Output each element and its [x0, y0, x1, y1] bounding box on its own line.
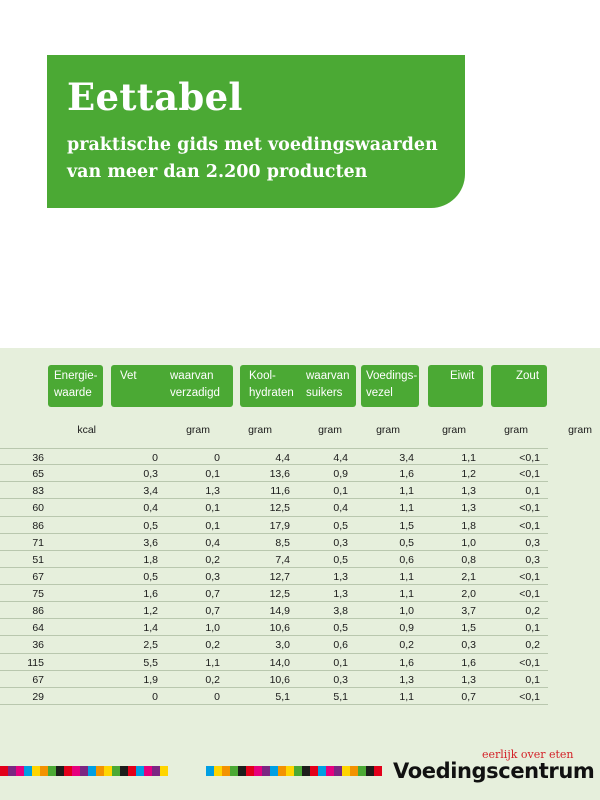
table-cell: 1,3 — [461, 502, 476, 515]
subtitle-line-2: van meer dan 2.200 producten — [67, 162, 368, 182]
title-banner — [47, 55, 465, 208]
color-strip-block — [80, 766, 88, 776]
table-cell: 29 — [32, 690, 44, 703]
table-cell: 0,2 — [525, 605, 540, 618]
table-cell: 0,2 — [205, 553, 220, 566]
table-row — [0, 517, 548, 534]
unit-eiwit: gram — [504, 424, 528, 436]
table-cell: 0,1 — [525, 485, 540, 498]
column-label-koolhydraten: Kool- hydraten — [249, 370, 294, 399]
table-row — [0, 534, 548, 551]
table-cell: 0,1 — [205, 502, 220, 515]
color-strip-block — [104, 766, 112, 776]
table-row — [0, 482, 548, 499]
color-strip-block — [254, 766, 262, 776]
color-strip-block — [230, 766, 238, 776]
column-header-koolhydraten — [240, 365, 356, 407]
table-cell: 0,5 — [143, 570, 158, 583]
table-cell: 1,1 — [399, 588, 414, 600]
table-row — [0, 585, 548, 602]
page-title: Eettabel — [67, 75, 243, 119]
table-cell: 67 — [32, 673, 44, 686]
table-cell: 1,2 — [143, 605, 158, 618]
table-cell: 0,2 — [399, 639, 414, 652]
brand-logo: Voedingscentrum — [393, 759, 595, 783]
table-cell: 1,4 — [143, 622, 158, 635]
table-cell: 1,6 — [461, 656, 476, 669]
table-cell: 67 — [32, 570, 44, 583]
table-cell: 86 — [32, 519, 44, 532]
table-cell: 0,7 — [205, 605, 220, 618]
table-cell: 0,3 — [143, 468, 158, 481]
table-row — [0, 499, 548, 516]
table-row — [0, 602, 548, 619]
color-strip-block — [0, 766, 8, 776]
color-strip-block — [152, 766, 160, 776]
table-row — [0, 619, 548, 636]
table-cell: 115 — [27, 656, 44, 669]
table-row — [0, 568, 548, 585]
color-strip-block — [262, 766, 270, 776]
color-strip-block — [16, 766, 24, 776]
table-cell: 1,5 — [399, 519, 414, 532]
table-cell: 14,0 — [269, 656, 290, 669]
table-cell: 11,6 — [270, 485, 290, 498]
table-cell: 0,5 — [333, 622, 348, 635]
color-strip-block — [40, 766, 48, 776]
table-cell: 1,5 — [461, 622, 476, 635]
table-cell: 1,0 — [461, 536, 476, 549]
subtitle-line-1: praktische gids met voedingswaarden — [67, 135, 438, 155]
table-cell: 2,5 — [143, 639, 158, 652]
table-cell: 0,3 — [525, 553, 540, 566]
color-strip-block — [96, 766, 104, 776]
color-strip-block — [206, 766, 214, 776]
color-strip-block — [278, 766, 286, 776]
table-cell: 0,3 — [333, 673, 348, 686]
table-cell: 1,1 — [461, 452, 476, 464]
table-cell: 1,1 — [399, 570, 414, 583]
table-cell: 12,5 — [269, 588, 290, 600]
color-strip-block — [270, 766, 278, 776]
table-cell: 3,0 — [275, 639, 290, 652]
table-cell: 10,6 — [269, 622, 290, 635]
color-strip-block — [32, 766, 40, 776]
color-strip-block — [350, 766, 358, 776]
table-cell: 60 — [32, 502, 44, 515]
table-cell: 0,3 — [461, 639, 476, 652]
table-cell: 0,1 — [525, 673, 540, 686]
table-cell: 5,5 — [143, 656, 158, 669]
table-cell: 12,5 — [269, 502, 290, 515]
table-cell: 0,1 — [525, 622, 540, 635]
column-label-vezel: Voedings- vezel — [366, 370, 418, 399]
table-cell: 1,3 — [333, 588, 348, 600]
table-cell: 1,9 — [143, 673, 158, 686]
table-cell: 8,5 — [275, 536, 290, 549]
table-cell: 0,2 — [525, 639, 540, 652]
table-cell: 10,6 — [269, 673, 290, 686]
table-cell: 12,7 — [269, 570, 290, 583]
table-cell: 5,1 — [275, 690, 290, 703]
table-cell: 0,5 — [333, 519, 348, 532]
column-header-zout — [491, 365, 547, 407]
table-cell: 0,1 — [333, 656, 348, 669]
table-cell: <0,1 — [519, 519, 540, 532]
column-header-eiwit — [428, 365, 483, 407]
table-cell: <0,1 — [519, 588, 540, 600]
color-strip-block — [246, 766, 254, 776]
color-strip-block — [128, 766, 136, 776]
table-cell: 3,4 — [399, 452, 414, 464]
column-label-verzadigd: waarvan verzadigd — [170, 370, 220, 399]
table-cell: 86 — [32, 605, 44, 618]
color-strip-block — [8, 766, 16, 776]
table-cell: 1,0 — [399, 605, 414, 618]
table-row — [0, 448, 548, 465]
table-row — [0, 671, 548, 688]
color-strip-block — [72, 766, 80, 776]
table-row — [0, 688, 548, 705]
table-cell: 0,9 — [333, 468, 348, 481]
table-cell: 1,6 — [143, 588, 158, 600]
table-cell: 0 — [152, 452, 158, 464]
table-cell: 1,3 — [399, 673, 414, 686]
table-cell: 1,2 — [461, 468, 476, 481]
table-cell: 0,3 — [333, 536, 348, 549]
table-cell: <0,1 — [519, 502, 540, 515]
unit-suikers: gram — [376, 424, 400, 436]
table-cell: 2,0 — [461, 588, 476, 600]
table-cell: 1,8 — [461, 519, 476, 532]
color-strip-block — [64, 766, 72, 776]
color-strip-block — [214, 766, 222, 776]
column-label-suikers: waarvan suikers — [306, 370, 350, 399]
table-cell: 0,3 — [525, 536, 540, 549]
column-header-vezel — [361, 365, 419, 407]
table-row — [0, 465, 548, 482]
color-strip-block — [374, 766, 382, 776]
table-cell: <0,1 — [519, 570, 540, 583]
color-strip-block — [120, 766, 128, 776]
table-cell: 1,3 — [461, 485, 476, 498]
table-row — [0, 654, 548, 671]
table-cell: 0,6 — [399, 553, 414, 566]
column-label-energie: Energie- waarde — [54, 370, 98, 399]
column-label-vet: Vet — [120, 370, 137, 382]
table-cell: 65 — [32, 468, 44, 481]
color-strip-block — [112, 766, 120, 776]
unit-koolhydraten: gram — [318, 424, 342, 436]
column-header-energie — [48, 365, 103, 407]
color-strip-right — [206, 766, 382, 776]
unit-vezel: gram — [442, 424, 466, 436]
color-strip-block — [326, 766, 334, 776]
table-cell: 71 — [32, 536, 44, 549]
table-cell: 4,4 — [333, 452, 348, 464]
table-cell: 1,1 — [399, 485, 414, 498]
table-cell: 0,1 — [205, 468, 220, 481]
table-cell: 3,7 — [461, 605, 476, 618]
color-strip-left — [0, 766, 168, 776]
color-strip-block — [222, 766, 230, 776]
color-strip-block — [294, 766, 302, 776]
table-cell: 0,5 — [143, 519, 158, 532]
table-cell: 83 — [32, 485, 44, 498]
table-cell: 3,8 — [333, 605, 348, 618]
color-strip-block — [334, 766, 342, 776]
table-cell: 0,5 — [333, 553, 348, 566]
table-cell: 0,1 — [333, 485, 348, 498]
table-cell: 1,8 — [143, 553, 158, 566]
table-cell: 0,1 — [205, 519, 220, 532]
unit-energie: kcal — [77, 424, 96, 436]
table-cell: 64 — [32, 622, 44, 635]
table-cell: 0,8 — [461, 553, 476, 566]
page-subtitle — [67, 132, 465, 186]
table-cell: 36 — [32, 452, 44, 464]
table-cell: 0,4 — [205, 536, 220, 549]
table-cell: <0,1 — [519, 656, 540, 669]
unit-zout: gram — [568, 424, 592, 436]
color-strip-block — [318, 766, 326, 776]
table-cell: 0,4 — [333, 502, 348, 515]
table-cell: <0,1 — [519, 690, 540, 703]
table-cell: 5,1 — [333, 690, 348, 703]
color-strip-block — [310, 766, 318, 776]
table-cell: 14,9 — [269, 605, 290, 618]
color-strip-block — [56, 766, 64, 776]
table-row — [0, 551, 548, 568]
table-cell: 1,3 — [461, 673, 476, 686]
table-cell: 0,7 — [205, 588, 220, 600]
color-strip-block — [302, 766, 310, 776]
table-cell: 17,9 — [269, 519, 290, 532]
color-strip-block — [144, 766, 152, 776]
color-strip-block — [286, 766, 294, 776]
table-cell: 0,3 — [205, 570, 220, 583]
brand-tagline: eerlijk over eten — [482, 748, 574, 761]
table-cell: 1,1 — [399, 502, 414, 515]
color-strip-block — [238, 766, 246, 776]
nutrition-table — [0, 448, 548, 705]
table-cell: 1,3 — [205, 485, 220, 498]
table-cell: 0,2 — [205, 639, 220, 652]
color-strip-block — [342, 766, 350, 776]
table-cell: 3,6 — [143, 536, 158, 549]
table-cell: <0,1 — [519, 452, 540, 464]
column-label-zout: Zout — [516, 370, 540, 382]
column-label-eiwit: Eiwit — [450, 370, 475, 382]
unit-verzadigd: gram — [248, 424, 272, 436]
table-cell: 0,9 — [399, 622, 414, 635]
table-cell: 0 — [214, 452, 220, 464]
table-cell: 0 — [214, 690, 220, 703]
table-cell: 1,0 — [205, 622, 220, 635]
color-strip-block — [48, 766, 56, 776]
table-cell: 1,1 — [399, 690, 414, 703]
table-cell: 0,2 — [205, 673, 220, 686]
column-header-vet — [111, 365, 233, 407]
table-cell: 1,3 — [333, 570, 348, 583]
table-cell: 7,4 — [275, 553, 290, 566]
table-cell: 1,1 — [205, 656, 220, 669]
color-strip-block — [160, 766, 168, 776]
color-strip-block — [366, 766, 374, 776]
table-cell: 1,6 — [399, 468, 414, 481]
table-cell: 51 — [32, 553, 44, 566]
table-cell: 0,5 — [399, 536, 414, 549]
table-cell: 4,4 — [275, 452, 290, 464]
table-cell: 1,6 — [399, 656, 414, 669]
unit-vet: gram — [186, 424, 210, 436]
color-strip-block — [88, 766, 96, 776]
color-strip-block — [24, 766, 32, 776]
table-cell: <0,1 — [519, 468, 540, 481]
table-cell: 0,7 — [461, 690, 476, 703]
table-cell: 0 — [152, 690, 158, 703]
table-cell: 13,6 — [269, 468, 290, 481]
table-cell: 0,6 — [333, 639, 348, 652]
table-cell: 0,4 — [143, 502, 158, 515]
table-cell: 36 — [32, 639, 44, 652]
color-strip-block — [358, 766, 366, 776]
table-cell: 75 — [32, 588, 44, 600]
table-row — [0, 636, 548, 653]
color-strip-block — [136, 766, 144, 776]
table-cell: 3,4 — [143, 485, 158, 498]
table-cell: 2,1 — [461, 570, 476, 583]
